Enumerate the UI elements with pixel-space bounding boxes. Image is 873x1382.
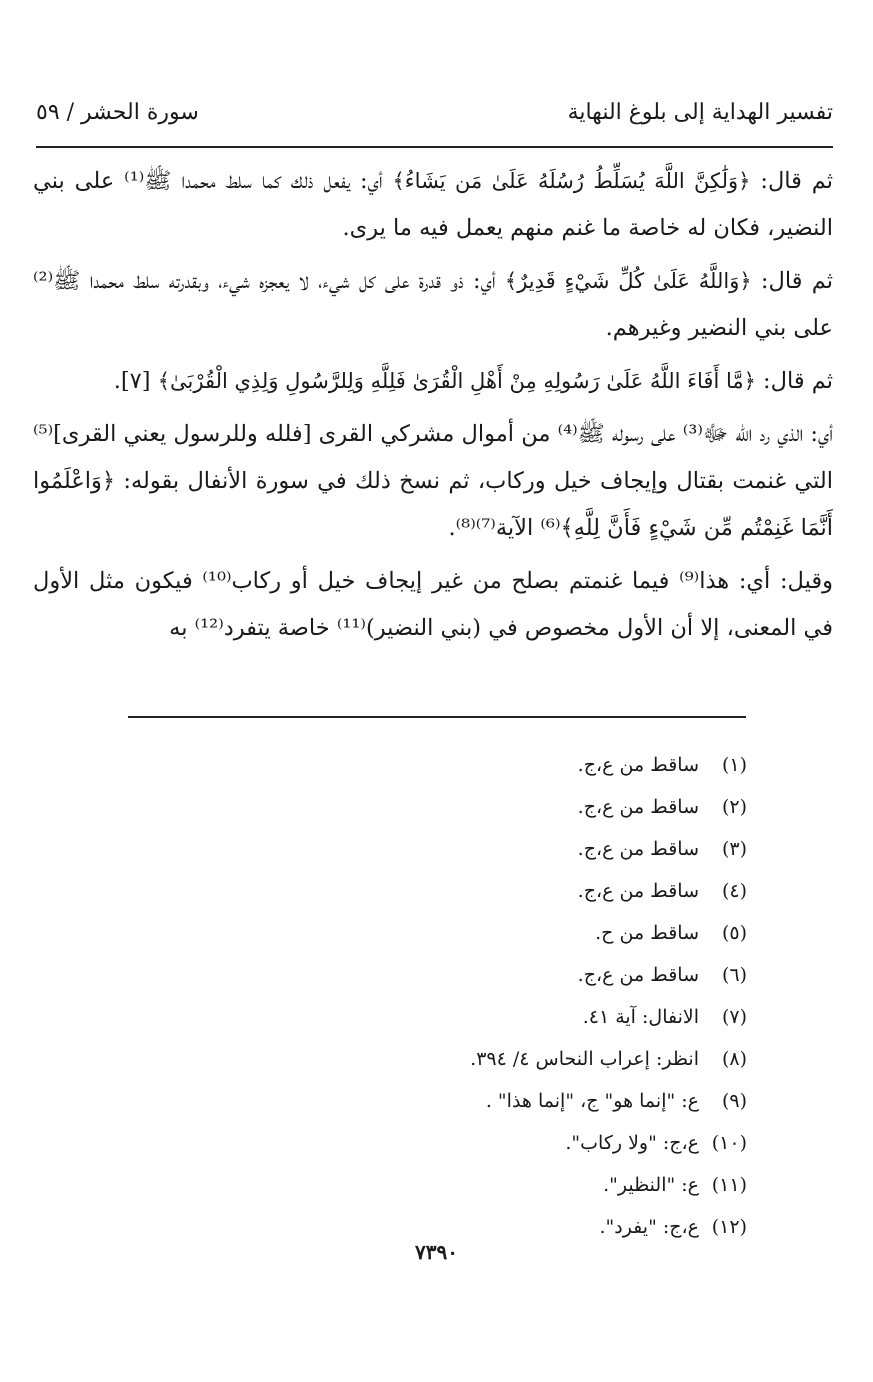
- footnote: [127, 786, 747, 828]
- footnote-divider: [128, 716, 746, 718]
- footnote-text: ع: "النظير".: [603, 1174, 699, 1196]
- surah-page-label: سورة الحشر / ٥٩: [36, 100, 199, 125]
- paragraph-text: أي: ذو قدرة على كل شيء، لا يعجزه شيء، وبقدرته سلط محمدا ﷺ⁽²⁾ على بني النضير وغيرهم.: [33, 268, 833, 341]
- footnote-number: (٣): [721, 838, 747, 860]
- page-number: ٧٣٩٠: [415, 1240, 458, 1264]
- footnote: [127, 1038, 747, 1080]
- paragraph: [33, 258, 833, 352]
- footnote-text: ع: "إنما هو" ج، "إنما هذا" .: [485, 1090, 699, 1112]
- footnote-number: (٢): [721, 796, 747, 818]
- footnote-text: ساقط من ع،ج.: [577, 796, 699, 818]
- footnote-text: ساقط من ح.: [595, 922, 699, 944]
- paragraph-lead: ثم قال:: [755, 368, 833, 394]
- footnotes-list: [127, 744, 747, 1248]
- paragraph-text: وقيل: أي: هذا⁽⁹⁾ فيما غنمتم بصلح من غير إيجاف خيل أو ركاب⁽¹⁰⁾ فيكون مثل الأول في المعنى، إلا أن الأول مخصوص في (بني النضير)⁽¹¹⁾ خاصة يتفرد⁽¹²⁾ به: [33, 568, 833, 641]
- footnote-number: (٥): [721, 922, 747, 944]
- paragraph: [33, 158, 833, 252]
- footnote-number: (٧): [721, 1006, 747, 1028]
- footnote-number: (٤): [721, 880, 747, 902]
- footnote-text: انظر: إعراب النحاس ٤/ ٣٩٤.: [470, 1048, 699, 1070]
- footnote-text: الانفال: آية ٤١.: [582, 1006, 699, 1028]
- paragraph: [33, 558, 833, 652]
- footnote-number: (١٢): [711, 1216, 747, 1238]
- footnote-number: (١١): [711, 1174, 747, 1196]
- quran-verse: ﴿مَّا أَفَاءَ اللَّهُ عَلَىٰ رَسُولِهِ مِنْ أَهْلِ الْقُرَىٰ فَلِلَّهِ وَلِلرَّسُولِ وَلِذِي الْقُرْبَىٰ﴾: [157, 369, 756, 393]
- paragraph-text: أي: الذي رد الله ﷻ⁽³⁾ على رسوله ﷺ⁽⁴⁾ من أموال مشركي القرى [فلله وللرسول يعني القرى]⁽⁵⁾ التي غنمت بقتال وإيجاف خيل وركاب، ثم نسخ ذلك في سورة الأنفال بقوله: ﴿وَاعْلَمُوا أَنَّمَا غَنِمْتُم مِّن شَيْءٍ فَأَنَّ لِلَّهِ﴾⁽⁶⁾ الآية⁽⁷⁾⁽⁸⁾.: [33, 421, 833, 541]
- footnote: [127, 1122, 747, 1164]
- footnote-text: ع،ج: "ولا ركاب".: [565, 1132, 699, 1154]
- footnote-number: (٩): [721, 1090, 747, 1112]
- paragraph-lead: ثم قال:: [751, 268, 833, 294]
- footnote-number: (٦): [721, 964, 747, 986]
- quran-verse: ﴿وَلَٰكِنَّ اللَّهَ يُسَلِّطُ رُسُلَهُ عَلَىٰ مَن يَشَاءُ﴾: [392, 169, 751, 193]
- footnote: [127, 1080, 747, 1122]
- paragraph-lead: ثم قال:: [750, 168, 834, 194]
- footnote: [127, 828, 747, 870]
- footnote-text: ساقط من ع،ج.: [577, 838, 699, 860]
- quran-verse: ﴿وَاللَّهُ عَلَىٰ كُلِّ شَيْءٍ قَدِيرٌ﴾: [504, 269, 752, 293]
- running-header: [36, 100, 833, 132]
- footnote-text: ساقط من ع،ج.: [577, 964, 699, 986]
- footnote-text: ع،ج: "يفرد".: [599, 1216, 699, 1238]
- footnote-text: ساقط من ع،ج.: [577, 754, 699, 776]
- footnote: [127, 912, 747, 954]
- paragraph-text: أي: يفعل ذلك كما سلط محمدا ﷺ⁽¹⁾ على بني النضير، فكان له خاصة ما غنم منهم يعمل فيه ما يرى.: [33, 168, 833, 241]
- paragraph: [33, 358, 833, 405]
- footnote: [127, 996, 747, 1038]
- footnote-text: ساقط من ع،ج.: [577, 880, 699, 902]
- paragraph-text: [٧].: [113, 368, 158, 394]
- book-title: تفسير الهداية إلى بلوغ النهاية: [567, 100, 833, 125]
- footnote-number: (١): [721, 754, 747, 776]
- footnote: [127, 954, 747, 996]
- footnote: [127, 1164, 747, 1206]
- footnote: [127, 870, 747, 912]
- footnote-number: (١٠): [711, 1132, 747, 1154]
- footnote-number: (٨): [721, 1048, 747, 1070]
- footnote: [127, 744, 747, 786]
- header-divider: [36, 146, 833, 148]
- paragraph: [33, 411, 833, 552]
- main-text: [33, 158, 833, 658]
